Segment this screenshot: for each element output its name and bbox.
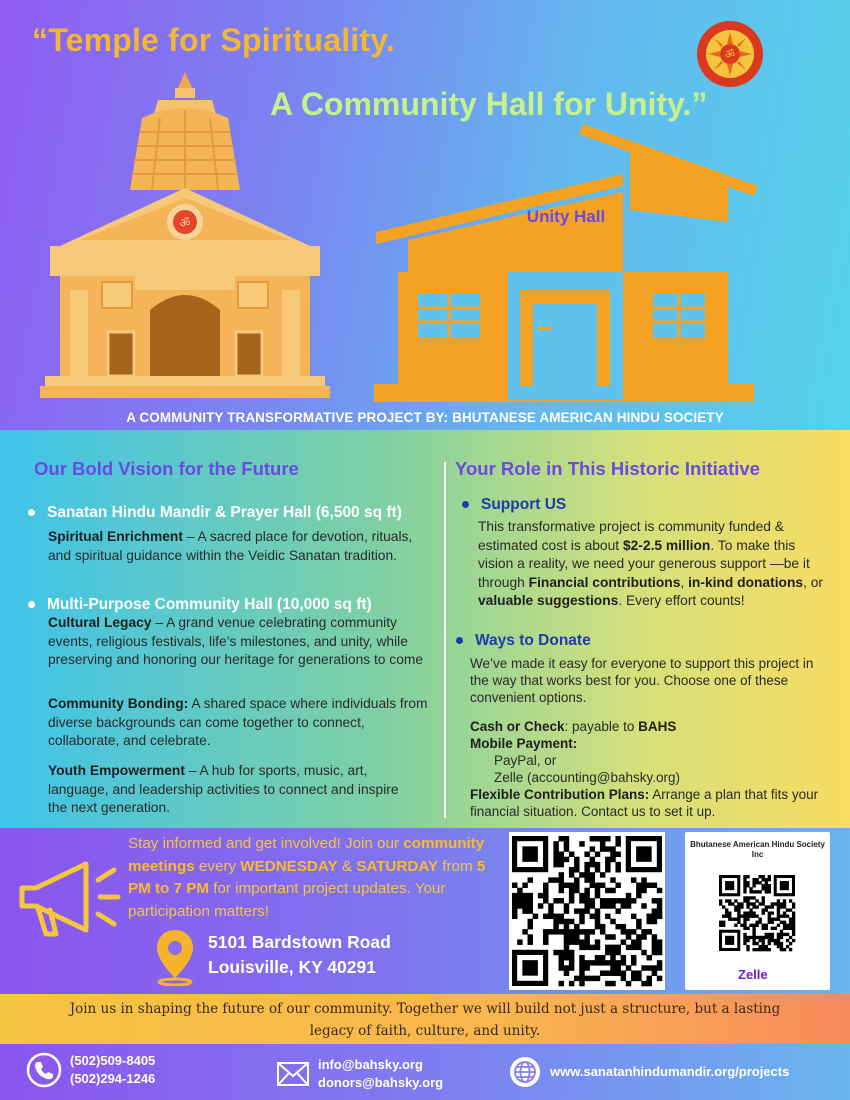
bullet-dot <box>456 637 463 644</box>
address-line-2: Louisville, KY 40291 <box>208 957 376 977</box>
flexible-option: Flexible Contribution Plans: Arrange a plan that fits your financial situation. Contact us to set it up. <box>470 787 819 819</box>
website-link[interactable]: www.sanatanhindumandir.org/projects <box>550 1064 790 1079</box>
email-2[interactable]: donors@bahsky.org <box>318 1075 444 1090</box>
title-line-2: A Community Hall for Unity.” <box>270 86 708 122</box>
project-tagline: A COMMUNITY TRANSFORMATIVE PROJECT BY: BHUTANESE AMERICAN HINDU SOCIETY <box>126 410 724 425</box>
phone-icon <box>26 1052 62 1088</box>
zelle-card-title: Bhutanese American Hindu Society Inc <box>690 840 825 859</box>
donate-text: We’ve made it easy for everyone to support this project in the way that works best for you. Choose one of these convenient options. <box>470 656 814 705</box>
phone-2[interactable]: (502)294-1246 <box>70 1071 156 1086</box>
hall-title: Multi-Purpose Community Hall (10,000 sq ft) <box>28 596 372 614</box>
youth-empowerment-text: Youth Empowerment – A hub for sports, music, art, language, and leadership activities to connect and inspire the next generation. <box>48 763 399 815</box>
zelle-option: Zelle (accounting@bahsky.org) <box>494 770 681 785</box>
zelle-qr-card[interactable] <box>685 832 830 990</box>
phone-numbers <box>70 1052 155 1088</box>
emails <box>318 1056 443 1092</box>
donate-title: Ways to Donate <box>456 632 591 650</box>
qr-code-zelle <box>718 874 796 952</box>
unity-hall-illustration <box>368 122 760 404</box>
hall-sign: Unity Hall <box>526 207 606 226</box>
support-title: Support US <box>462 496 566 514</box>
meeting-info: Stay informed and get involved! Join our community meetings every WEDNESDAY & SATURDAY from 5 PM to 7 PM for important project updates. Your participation matters! <box>128 835 486 920</box>
globe-icon <box>508 1055 542 1089</box>
support-text: This transformative project is community funded & estimated cost is about $2-2.5 million. To make this vision a reality, we need your generous support —be it through Financial contributions, in-kind donations, or valuable suggestions. Every effort counts! <box>478 519 823 608</box>
bullet-dot <box>462 501 469 508</box>
bullet-dot <box>28 601 35 608</box>
mandir-title: Sanatan Hindu Mandir & Prayer Hall (6,500 sq ft) <box>28 504 402 522</box>
spiritual-enrichment-text: Spiritual Enrichment – A sacred place for devotion, rituals, and spiritual guidance within the Veidic Sanatan tradition. <box>48 529 413 563</box>
column-divider <box>444 462 446 818</box>
donation-options <box>470 718 830 820</box>
join-text: Join us in shaping the future of our community. Together we will build not just a structure, but a lasting legacy of faith, culture, and unity. <box>69 1001 781 1039</box>
community-bonding-text: Community Bonding: A shared space where individuals from diverse backgrounds can come together to connect, collaborate, and celebrate. <box>48 696 428 748</box>
title-line-1: “Temple for Spirituality. <box>32 22 395 58</box>
phone-1[interactable]: (502)509-8405 <box>70 1053 156 1068</box>
mail-icon <box>276 1061 310 1087</box>
address <box>208 930 391 980</box>
paypal-option: PayPal, or <box>494 753 557 768</box>
temple-illustration <box>40 70 330 400</box>
megaphone-icon <box>14 850 124 940</box>
mobile-option: Mobile Payment: <box>470 736 578 751</box>
svg-text:ॐ: ॐ <box>179 216 191 230</box>
cash-option: Cash or Check: payable to BAHS <box>470 719 677 734</box>
bullet-dot <box>28 509 35 516</box>
role-heading: Your Role in This Historic Initiative <box>455 458 760 479</box>
cultural-legacy-text: Cultural Legacy – A grand venue celebrating community events, religious festivals, life’s milestones, and unity, while preserving and honoring our heritage for generations to come <box>48 615 424 667</box>
svg-text:ॐ: ॐ <box>724 48 736 61</box>
email-1[interactable]: info@bahsky.org <box>318 1057 423 1072</box>
qr-code-website[interactable] <box>509 832 665 990</box>
location-pin-icon <box>154 928 196 986</box>
zelle-logo: Zelle <box>738 967 768 982</box>
vision-heading: Our Bold Vision for the Future <box>34 458 299 479</box>
address-line-1: 5101 Bardstown Road <box>208 932 391 952</box>
om-seal-icon <box>696 20 764 88</box>
